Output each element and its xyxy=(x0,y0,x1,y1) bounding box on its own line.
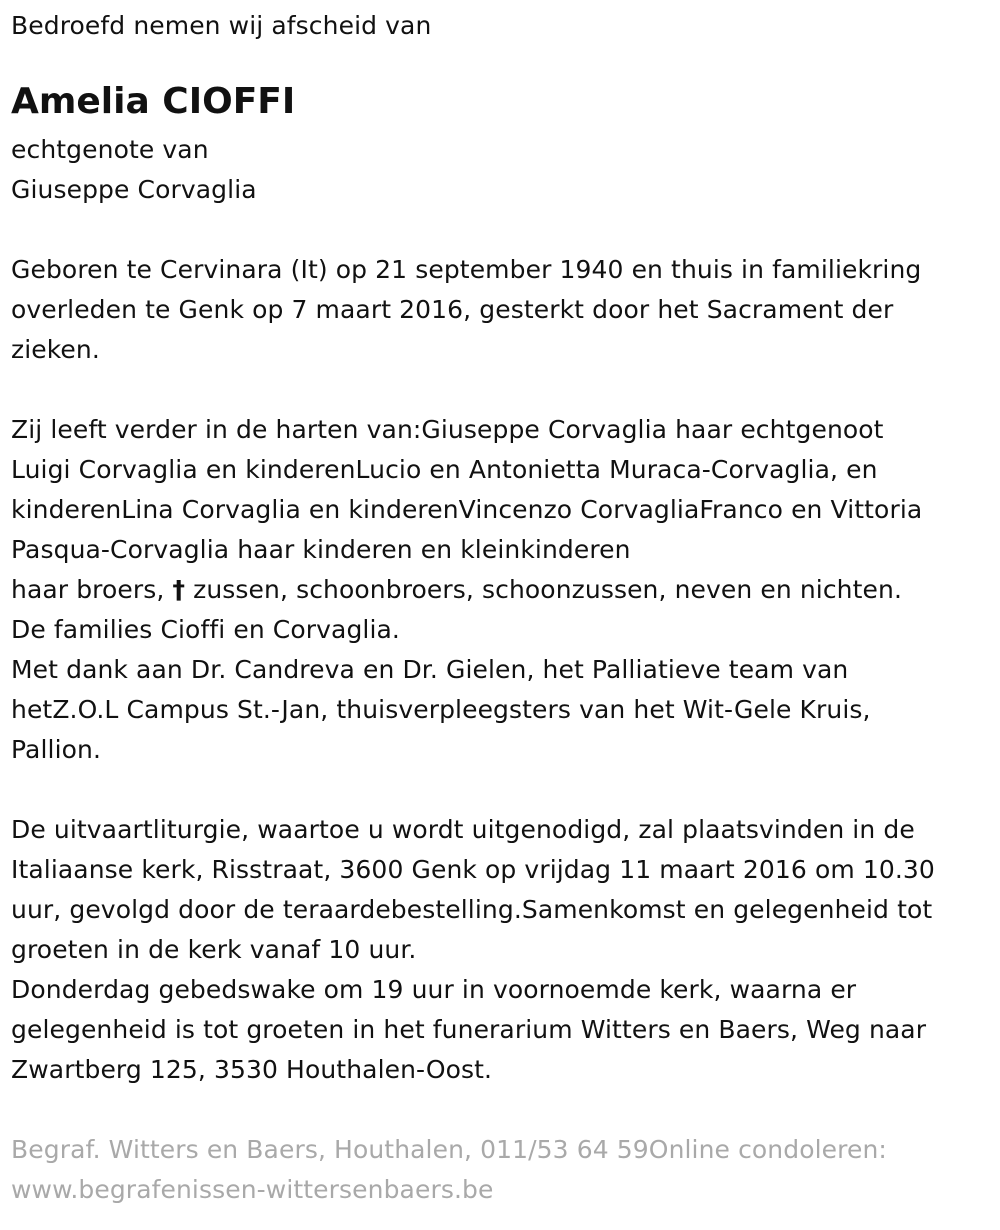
spacer xyxy=(11,1090,991,1130)
family-text-line: De families Cioffi en Corvaglia. xyxy=(11,615,400,644)
thanks-text-line: Pallion. xyxy=(11,735,101,764)
thanks-text-line: hetZ.O.L Campus St.-Jan, thuisverpleegsters van het Wit-Gele Kruis, xyxy=(11,695,871,724)
intro-text: Bedroefd nemen wij afscheid van xyxy=(11,11,432,40)
birth-text-line: overleden te Genk op 7 maart 2016, gesterkt door het Sacrament der xyxy=(11,295,894,324)
siblings-text-after: zussen, schoonbroers, schoonzussen, neven en nichten. xyxy=(185,575,903,604)
obituary-document xyxy=(11,6,991,1210)
siblings-text-before: haar broers, xyxy=(11,575,173,604)
spacer xyxy=(11,210,991,250)
thanks-text-line: Met dank aan Dr. Candreva en Dr. Gielen, het Palliatieve team van xyxy=(11,655,849,684)
spacer xyxy=(11,770,991,810)
family-text-line: Pasqua-Corvaglia haar kinderen en kleinkinderen xyxy=(11,535,631,564)
family-text-line: Zij leeft verder in de harten van:Giuseppe Corvaglia haar echtgenoot xyxy=(11,415,884,444)
service-text-line: Italiaanse kerk, Risstraat, 3600 Genk op vrijdag 11 maart 2016 om 10.30 xyxy=(11,855,935,884)
spouse-name: Giuseppe Corvaglia xyxy=(11,175,257,204)
birth-text-line: Geboren te Cervinara (It) op 21 september 1940 en thuis in familiekring xyxy=(11,255,922,284)
service-text-line: Donderdag gebedswake om 19 uur in voornoemde kerk, waarna er xyxy=(11,975,857,1004)
siblings-line xyxy=(11,570,991,610)
spouse-relation: echtgenote van xyxy=(11,135,209,164)
service-text-line: groeten in de kerk vanaf 10 uur. xyxy=(11,935,417,964)
condolence-website: www.begrafenissen-wittersenbaers.be xyxy=(11,1175,494,1204)
deceased-name: Amelia CIOFFI xyxy=(11,81,296,122)
birth-text-line: zieken. xyxy=(11,335,100,364)
family-text-line: kinderenLina Corvaglia en kinderenVincenzo CorvagliaFranco en Vittoria xyxy=(11,495,923,524)
service-text-line: gelegenheid is tot groeten in het funerarium Witters en Baers, Weg naar xyxy=(11,1015,927,1044)
funeral-home-contact: Begraf. Witters en Baers, Houthalen, 011/53 64 59Online condoleren: xyxy=(11,1135,887,1164)
service-text-line: Zwartberg 125, 3530 Houthalen-Oost. xyxy=(11,1055,493,1084)
spacer xyxy=(11,370,991,410)
cross-icon: † xyxy=(172,575,186,604)
family-text-line: Luigi Corvaglia en kinderenLucio en Antonietta Muraca-Corvaglia, en xyxy=(11,455,878,484)
service-text-line: uur, gevolgd door de teraardebestelling.Samenkomst en gelegenheid tot xyxy=(11,895,933,924)
service-text-line: De uitvaartliturgie, waartoe u wordt uitgenodigd, zal plaatsvinden in de xyxy=(11,815,915,844)
